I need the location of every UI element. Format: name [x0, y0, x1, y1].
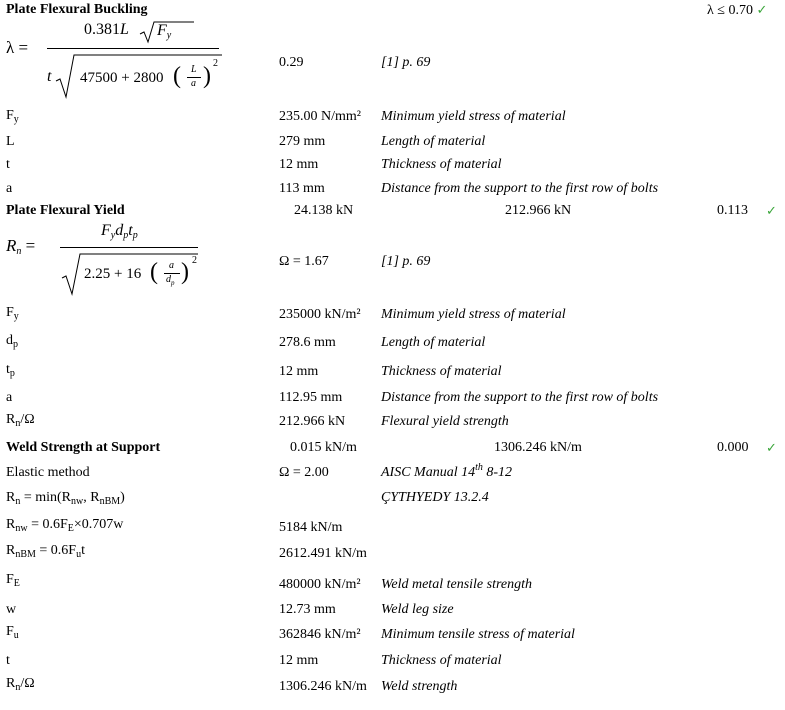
paren-close: ) [203, 63, 211, 89]
buckling-numerator-rad: $F_y$ [157, 22, 172, 41]
var-symbol: $F_E$ [6, 572, 20, 589]
var-symbol: $F_y$ [6, 108, 19, 125]
paren-open: ( [150, 259, 158, 285]
var-value: 12 mm [279, 364, 319, 379]
var-description: Weld leg size [381, 602, 454, 617]
var-value: 480000 kN/m² [279, 577, 361, 592]
yield-den-exp: 2 [192, 255, 197, 266]
yield-den-inner: 2.25 + 16 [84, 266, 142, 282]
buckling-fraction-bar [47, 48, 219, 49]
weld-rnbm-value: 2612.491 kN/m [279, 546, 367, 561]
var-description: Thickness of material [381, 364, 502, 379]
yield-ref: [1] p. 69 [381, 254, 431, 269]
buckling-den-frac-den: a [191, 78, 196, 89]
checkmark-icon: ✓ [756, 2, 768, 17]
var-value: 12.73 mm [279, 602, 336, 617]
var-value: 235.00 N/mm² [279, 109, 361, 124]
paren-open: ( [173, 63, 181, 89]
var-value: 235000 kN/m² [279, 307, 361, 322]
var-description: Thickness of material [381, 653, 502, 668]
checkmark-icon: ✓ [766, 440, 777, 455]
var-value: 212.966 kN [279, 414, 346, 429]
yield-demand: 24.138 kN [294, 203, 354, 218]
var-symbol: a [6, 390, 13, 405]
buckling-ref: [1] p. 69 [381, 55, 431, 70]
var-description: Length of material [381, 134, 486, 149]
var-value: 113 mm [279, 181, 325, 196]
var-symbol: w [6, 602, 17, 617]
buckling-title: Plate Flexural Buckling [6, 2, 148, 17]
var-symbol: $R_n/\Omega$ [6, 676, 35, 693]
var-symbol: $R_n/\Omega$ [6, 412, 35, 429]
yield-formula-lhs: $R_n$ = [6, 236, 36, 257]
var-value: 12 mm [279, 157, 319, 172]
buckling-den-inner: 47500 + 2800 [80, 70, 164, 86]
var-symbol: $d_p$ [6, 333, 18, 350]
var-description: Thickness of material [381, 157, 502, 172]
weld-ref-aisc: AISC Manual 14th 8-12 [381, 462, 513, 480]
buckling-criterion-text: λ ≤ 0.70 [707, 3, 753, 18]
weld-ref-cythyedy: ÇYTHYEDY 13.2.4 [381, 490, 489, 505]
yield-fraction-bar [60, 247, 198, 248]
yield-den-frac-num: a [169, 260, 174, 271]
weld-eq-rn: $R_n = \min(R_{nw}$, $R_{nBM}$) [6, 490, 125, 507]
var-symbol: $F_u$ [6, 624, 19, 641]
buckling-formula-lhs: λ = [6, 38, 29, 57]
yield-numerator: $F_yd_pt_p$ [101, 222, 138, 241]
var-symbol: t [6, 653, 10, 668]
var-value: 362846 kN/m² [279, 627, 361, 642]
var-value: 112.95 mm [279, 390, 343, 405]
checkmark-icon: ✓ [766, 203, 777, 218]
weld-title: Weld Strength at Support [6, 440, 161, 455]
var-symbol: a [6, 181, 13, 196]
buckling-value: 0.29 [279, 55, 304, 70]
var-value: 278.6 mm [279, 335, 336, 350]
var-description: Distance from the support to the first row of bolts [381, 390, 659, 405]
yield-ratio: 0.113 [717, 203, 748, 218]
var-value: 1306.246 kN/m [279, 679, 367, 694]
weld-eq-rnw: $R_{nw} = 0.6F_E\times 0.707w$ [6, 517, 124, 534]
weld-eq-rnbm: $R_{nBM} = 0.6F_ut$ [6, 543, 85, 560]
buckling-criterion [707, 2, 767, 19]
var-description: Weld metal tensile strength [381, 577, 532, 592]
var-description: Minimum yield stress of material [381, 109, 566, 124]
var-symbol: $F_y$ [6, 305, 19, 322]
weld-omega: Ω = 2.00 [279, 465, 329, 480]
var-description: Flexural yield strength [381, 414, 509, 429]
buckling-den-frac-num: L [191, 64, 197, 75]
var-description: Distance from the support to the first row of bolts [381, 181, 659, 196]
yield-title: Plate Flexural Yield [6, 203, 125, 218]
weld-rnw-value: 5184 kN/m [279, 520, 343, 535]
yield-capacity: 212.966 kN [505, 203, 572, 218]
weld-ratio: 0.000 [717, 440, 749, 455]
var-symbol: t [6, 157, 10, 172]
var-description: Weld strength [381, 679, 458, 694]
var-description: Length of material [381, 335, 486, 350]
var-description: Minimum tensile stress of material [381, 627, 575, 642]
buckling-formula-numerator: 0.381L [84, 21, 129, 38]
paren-close: ) [181, 259, 189, 285]
yield-omega: Ω = 1.67 [279, 254, 329, 269]
buckling-den-t: t [47, 68, 52, 85]
var-symbol: $t_p$ [6, 362, 15, 379]
var-symbol: L [6, 134, 15, 149]
var-value: 279 mm [279, 134, 326, 149]
var-value: 12 mm [279, 653, 319, 668]
buckling-den-exp: 2 [213, 58, 218, 69]
weld-capacity: 1306.246 kN/m [494, 440, 582, 455]
yield-den-frac-den: $d_p$ [166, 274, 175, 287]
weld-method: Elastic method [6, 465, 90, 480]
var-description: Minimum yield stress of material [381, 307, 566, 322]
weld-demand: 0.015 kN/m [290, 440, 357, 455]
